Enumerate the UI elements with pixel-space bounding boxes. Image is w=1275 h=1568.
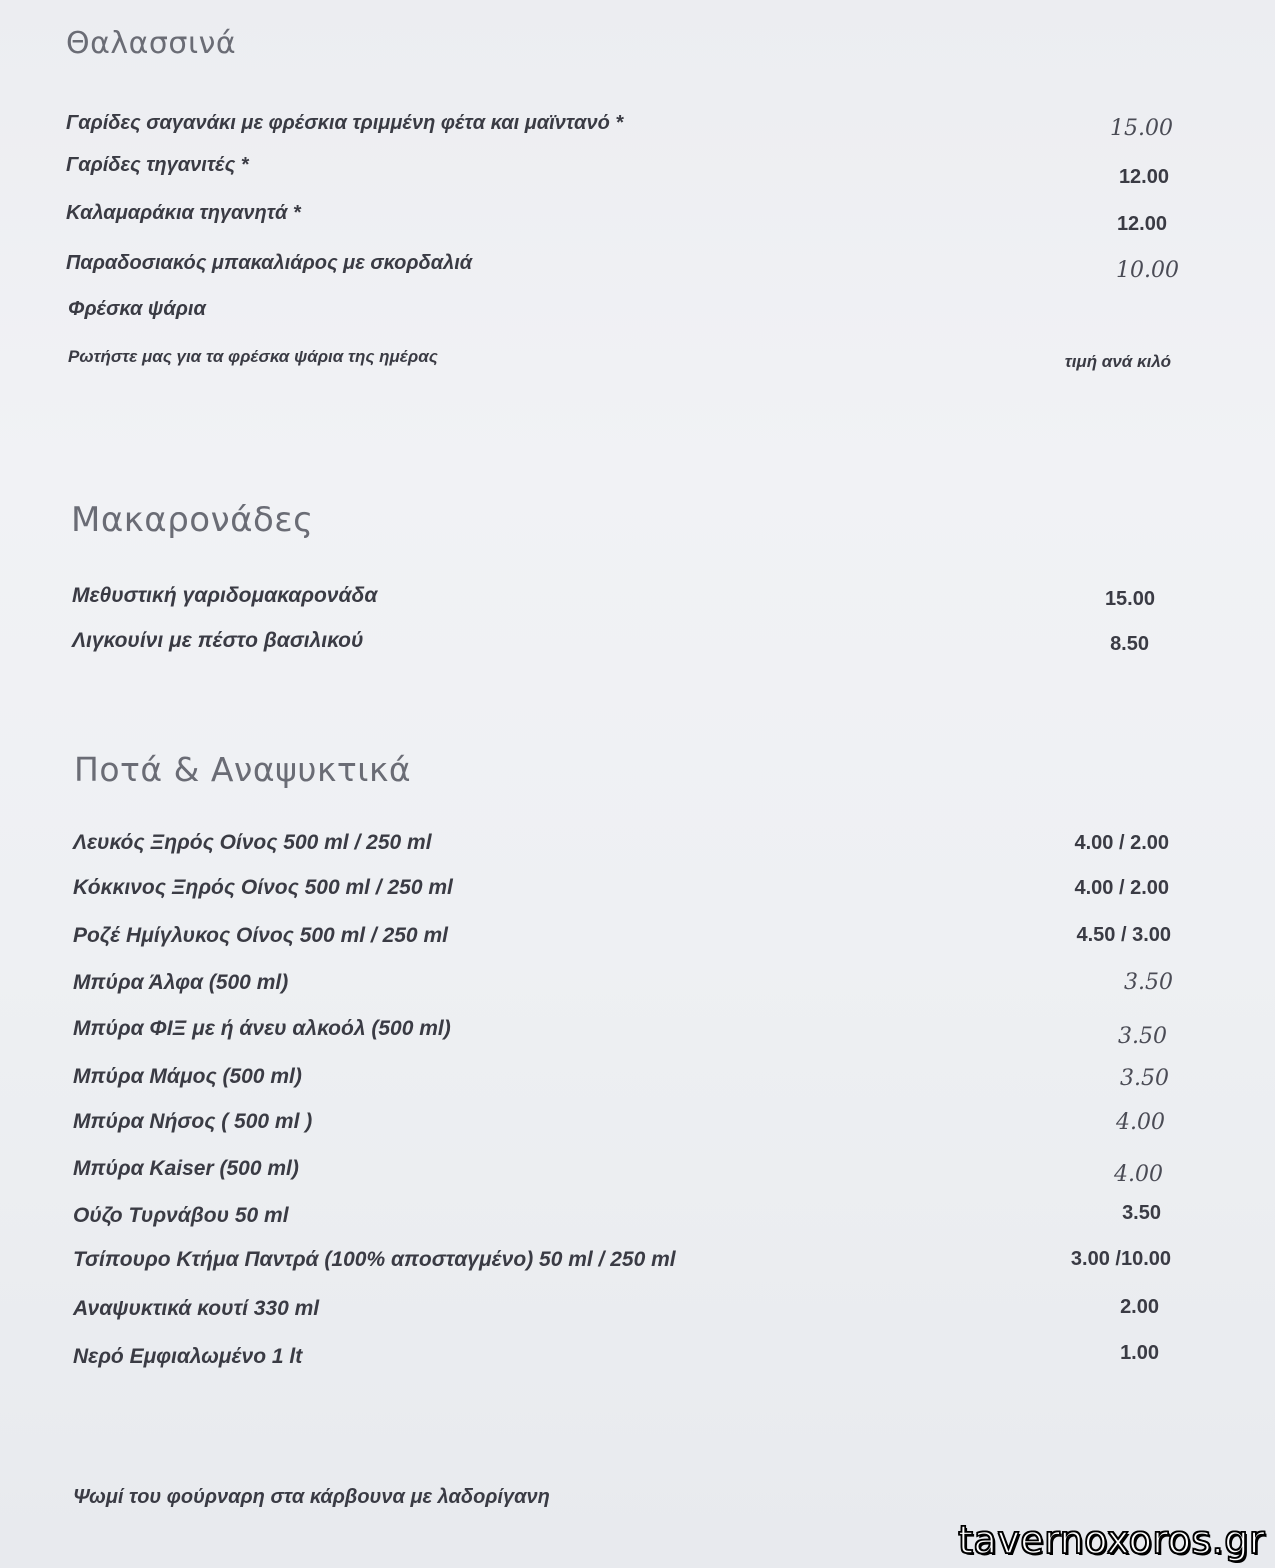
- menu-item-price: τιμή ανά κιλό: [1064, 352, 1171, 371]
- menu-item-name: Μπύρα Μάμος (500 ml): [73, 1065, 302, 1088]
- menu-item-price: 12.00: [1116, 213, 1167, 235]
- menu-item-price: 10.00: [1116, 258, 1179, 283]
- menu-item-price: 3.50: [1124, 970, 1173, 995]
- site-watermark: tavernoxoros.gr: [958, 1518, 1265, 1562]
- menu-item-price: 4.50 / 3.00: [1076, 924, 1171, 946]
- menu-item-name: Μεθυστική γαριδομακαρονάδα: [72, 584, 378, 607]
- menu-item-name: Ρωτήστε μας για τα φρέσκα ψάρια της ημέρας: [68, 347, 438, 366]
- menu-item-name: Ροζέ Ημίγλυκος Οίνος 500 ml / 250 ml: [73, 924, 448, 947]
- menu-item-price: 4.00: [1114, 1162, 1163, 1187]
- menu-item-name: Τσίπουρο Κτήμα Παντρά (100% αποσταγμένο) 50 ml / 250 ml: [73, 1248, 676, 1271]
- menu-item-name: Μπύρα ΦΙΞ με ή άνευ αλκοόλ (500 ml): [73, 1017, 451, 1040]
- menu-item-price: 3.00 /10.00: [1070, 1248, 1171, 1270]
- menu-item-name: Μπύρα Νήσος ( 500 ml ): [73, 1110, 313, 1133]
- section-title-drinks: Ποτά & Αναψυκτικά: [74, 750, 412, 789]
- menu-item-price: 3.50: [1118, 1024, 1167, 1049]
- menu-item-name: Κόκκινος Ξηρός Οίνος 500 ml / 250 ml: [73, 876, 453, 899]
- menu-item-name: Γαρίδες σαγανάκι με φρέσκια τριμμένη φέτα και μαϊντανό *: [66, 112, 624, 134]
- menu-item-name: Λευκός Ξηρός Οίνος 500 ml / 250 ml: [73, 831, 432, 854]
- menu-item-price: 1.00: [1120, 1342, 1159, 1364]
- menu-item-name: Καλαμαράκια τηγανητά *: [66, 202, 301, 224]
- section-title-pasta: Μακαρονάδες: [71, 500, 314, 540]
- menu-item-name: Παραδοσιακός μπακαλιάρος με σκορδαλιά: [66, 252, 473, 274]
- footer-note: Ψωμί του φούρναρη στα κάρβουνα με λαδορίγανη: [73, 1486, 550, 1508]
- menu-item-name: Φρέσκα ψάρια: [68, 298, 206, 320]
- menu-item-price: 15.00: [1104, 588, 1155, 610]
- menu-item-price: 3.50: [1120, 1066, 1169, 1091]
- menu-item-price: 15.00: [1110, 116, 1173, 141]
- menu-item-price: 3.50: [1122, 1202, 1161, 1224]
- section-title-seafood: Θαλασσινά: [66, 26, 237, 61]
- menu-item-name: Μπύρα Άλφα (500 ml): [73, 971, 289, 994]
- menu-item-name: Αναψυκτικά κουτί 330 ml: [73, 1297, 320, 1320]
- menu-item-name: Μπύρα Kaiser (500 ml): [73, 1157, 299, 1180]
- menu-item-name: Γαρίδες τηγανιτές *: [66, 154, 249, 176]
- menu-item-name: Νερό Εμφιαλωμένο 1 lt: [73, 1345, 303, 1368]
- menu-item-price: 4.00: [1116, 1110, 1165, 1135]
- menu-item-name: Ούζο Τυρνάβου 50 ml: [73, 1204, 289, 1227]
- menu-item-price: 4.00 / 2.00: [1074, 832, 1169, 854]
- menu-item-price: 8.50: [1110, 633, 1149, 655]
- menu-item-name: Λιγκουίνι με πέστο βασιλικού: [72, 629, 364, 652]
- menu-item-price: 12.00: [1118, 166, 1169, 188]
- menu-item-price: 2.00: [1120, 1296, 1159, 1318]
- menu-item-price: 4.00 / 2.00: [1074, 877, 1169, 899]
